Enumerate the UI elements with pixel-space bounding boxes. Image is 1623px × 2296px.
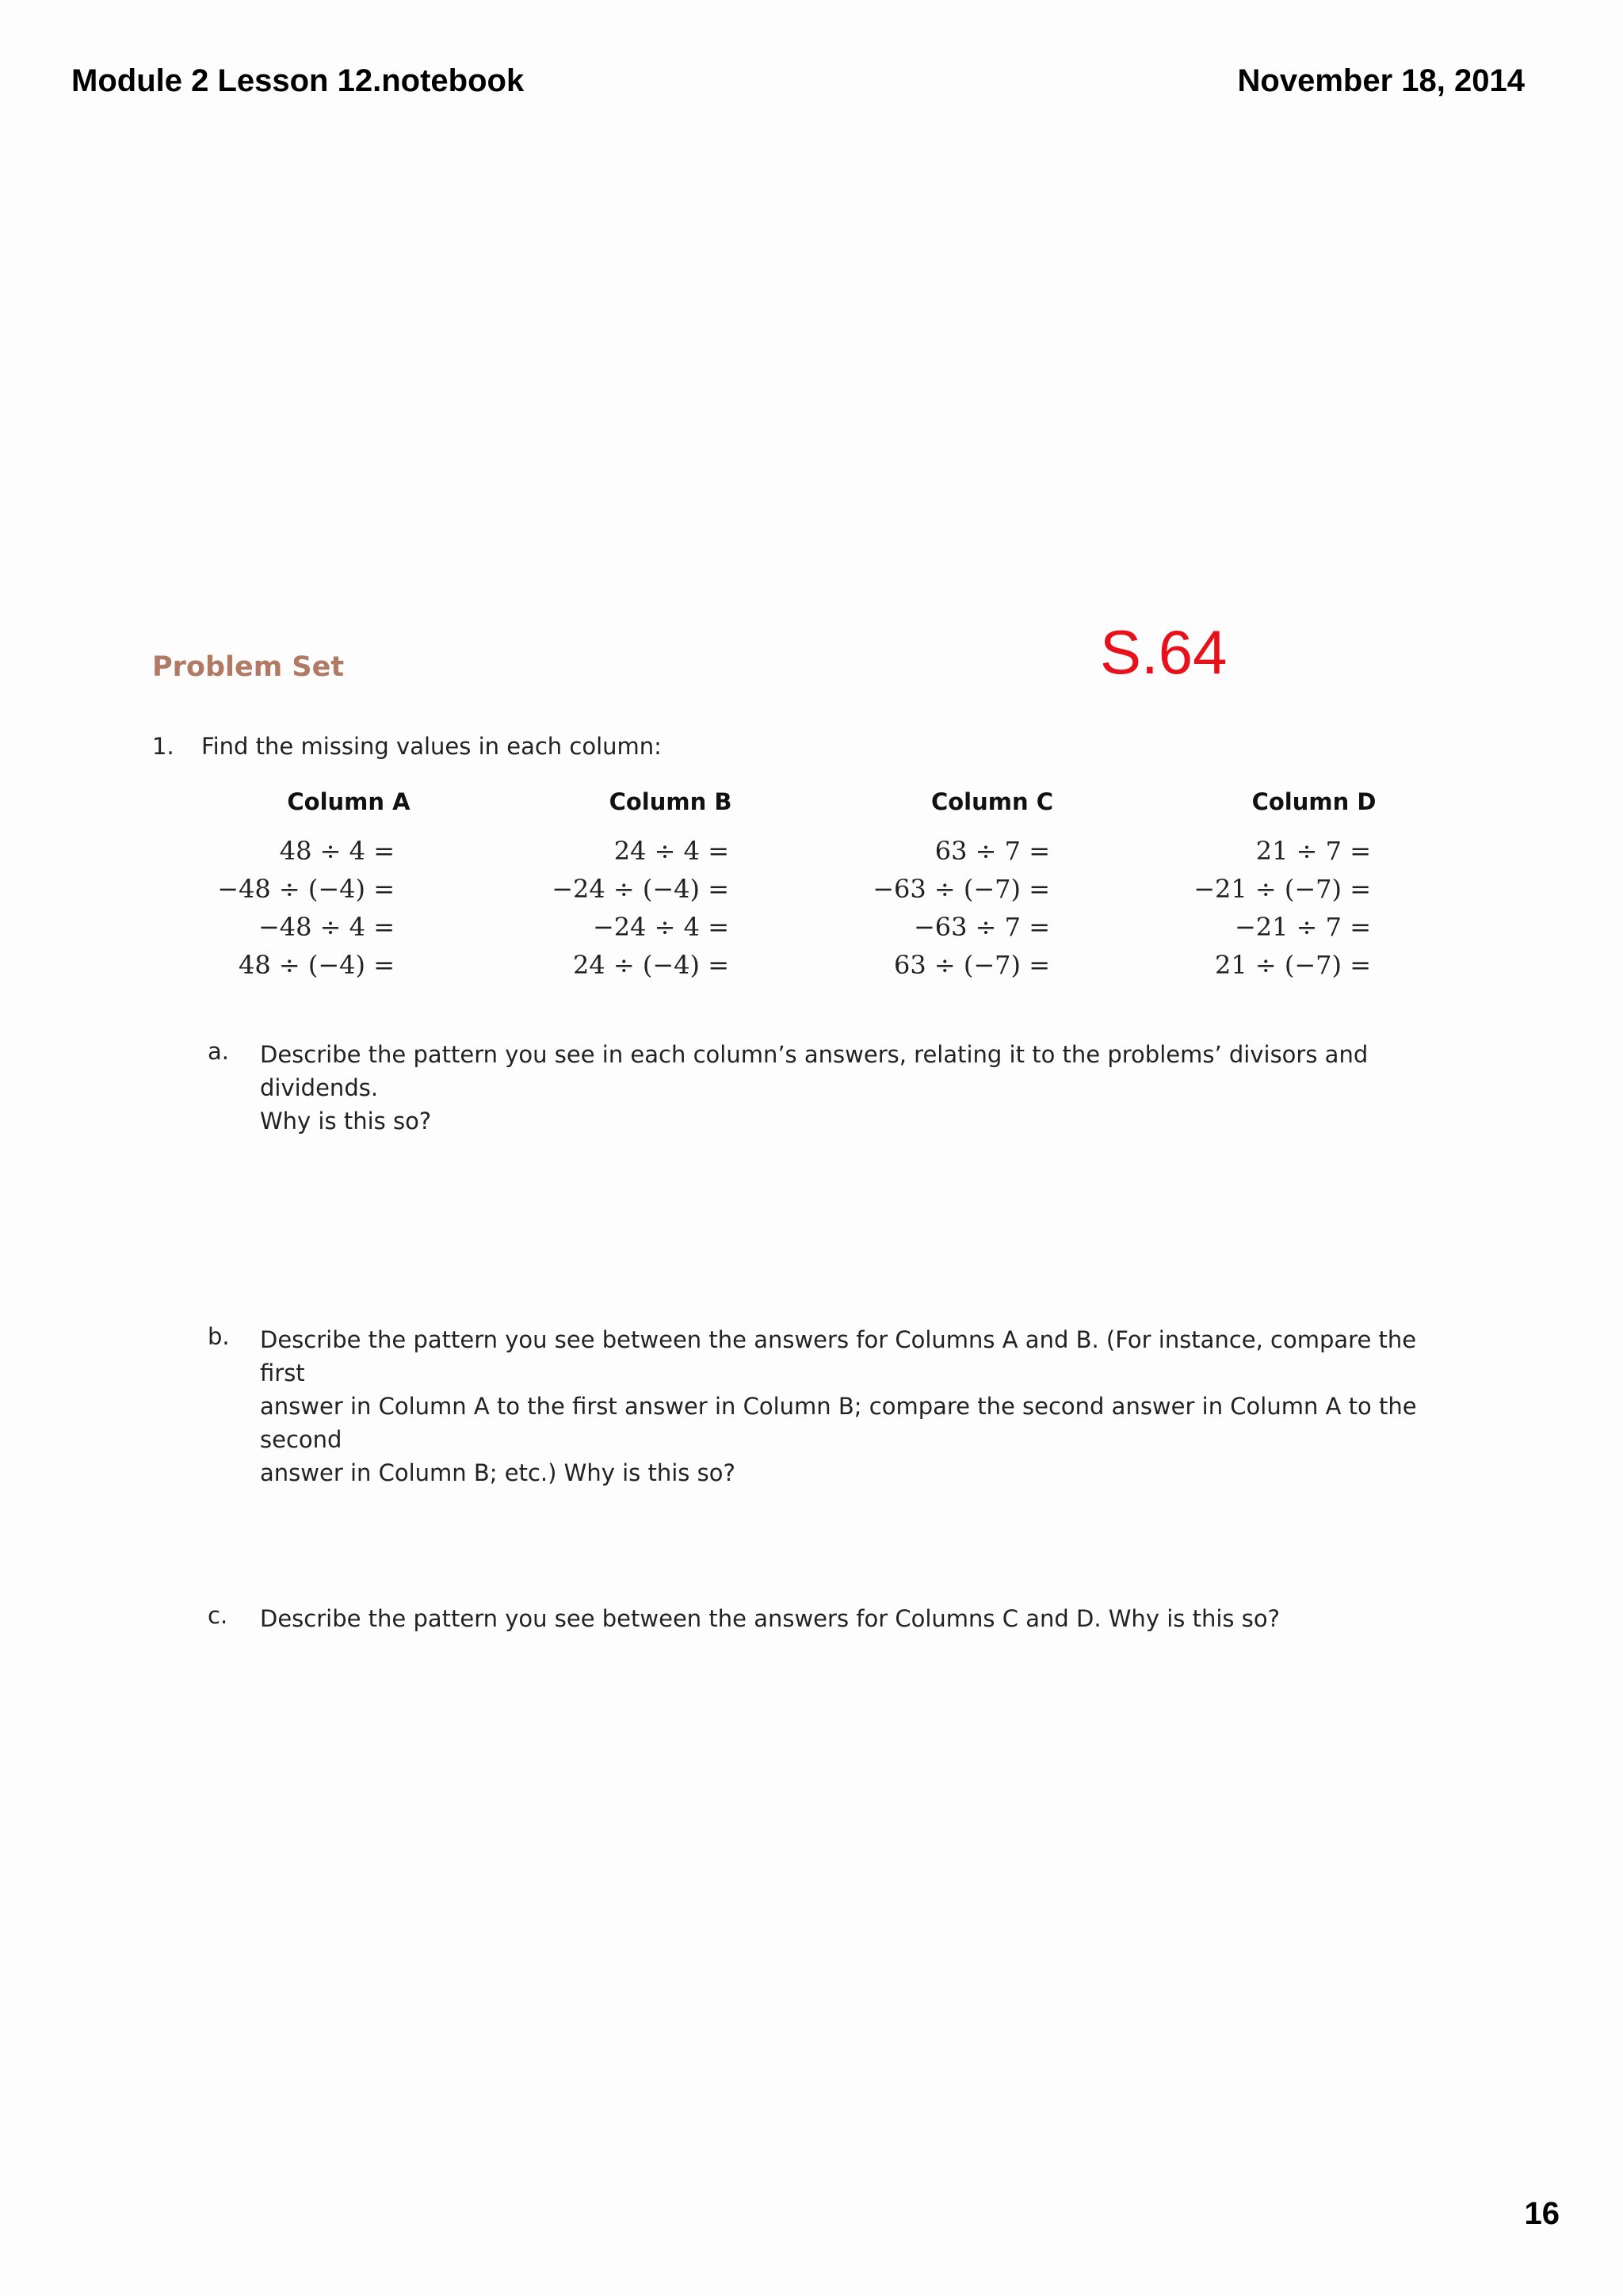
question-number: 1. bbox=[152, 733, 174, 760]
equation: −24 ÷ 4 = bbox=[592, 912, 729, 942]
part-c-label: c. bbox=[208, 1602, 228, 1629]
equation: −24 ÷ (−4) = bbox=[552, 874, 729, 904]
text-line: Describe the pattern you see between the answers for Columns A and B. (For instance, compare the first bbox=[260, 1326, 1417, 1386]
equation: 21 ÷ 7 = bbox=[1255, 836, 1371, 866]
equation: 24 ÷ 4 = bbox=[613, 836, 729, 866]
column-b-heading: Column B bbox=[609, 788, 732, 815]
equation: 63 ÷ 7 = bbox=[934, 836, 1050, 866]
column-c-heading: Column C bbox=[930, 788, 1054, 815]
equation: −21 ÷ 7 = bbox=[1234, 912, 1371, 942]
equation: −63 ÷ (−7) = bbox=[873, 874, 1050, 904]
equation: 24 ÷ (−4) = bbox=[573, 950, 729, 980]
notebook-title: Module 2 Lesson 12.notebook bbox=[71, 63, 525, 98]
equation: 63 ÷ (−7) = bbox=[894, 950, 1050, 980]
column-d-heading: Column D bbox=[1251, 788, 1377, 815]
column-d-equations bbox=[1165, 832, 1371, 984]
column-a-equations bbox=[189, 832, 395, 984]
text-line: answer in Column B; etc.) Why is this so? bbox=[260, 1459, 735, 1486]
text-line: Describe the pattern you see between the answers for Columns C and D. Why is this so? bbox=[260, 1605, 1280, 1632]
column-b-equations bbox=[523, 832, 729, 984]
column-c-equations bbox=[844, 832, 1050, 984]
notebook-date: November 18, 2014 bbox=[1237, 63, 1525, 98]
equation: 21 ÷ (−7) = bbox=[1215, 950, 1371, 980]
part-b-text bbox=[260, 1323, 1449, 1489]
equation: −48 ÷ (−4) = bbox=[217, 874, 395, 904]
page-number: 16 bbox=[1524, 2196, 1560, 2231]
equation: −48 ÷ 4 = bbox=[258, 912, 395, 942]
section-title: Problem Set bbox=[152, 651, 345, 683]
question-prompt: Find the missing values in each column: bbox=[201, 733, 662, 760]
equation: −63 ÷ 7 = bbox=[913, 912, 1050, 942]
handwritten-annotation: S.64 bbox=[1100, 617, 1228, 687]
part-a-label: a. bbox=[208, 1038, 229, 1065]
part-b-label: b. bbox=[208, 1323, 230, 1350]
equation: 48 ÷ 4 = bbox=[279, 836, 395, 866]
part-c-text bbox=[260, 1602, 1449, 1635]
equation: −21 ÷ (−7) = bbox=[1193, 874, 1371, 904]
part-a-text bbox=[260, 1038, 1449, 1138]
text-line: Why is this so? bbox=[260, 1108, 432, 1135]
text-line: Describe the pattern you see in each column’s answers, relating it to the problems’ divisors and dividends. bbox=[260, 1041, 1369, 1101]
equation: 48 ÷ (−4) = bbox=[239, 950, 395, 980]
column-a-heading: Column A bbox=[287, 788, 411, 815]
text-line: answer in Column A to the first answer in Column B; compare the second answer in Column A to the second bbox=[260, 1393, 1417, 1453]
